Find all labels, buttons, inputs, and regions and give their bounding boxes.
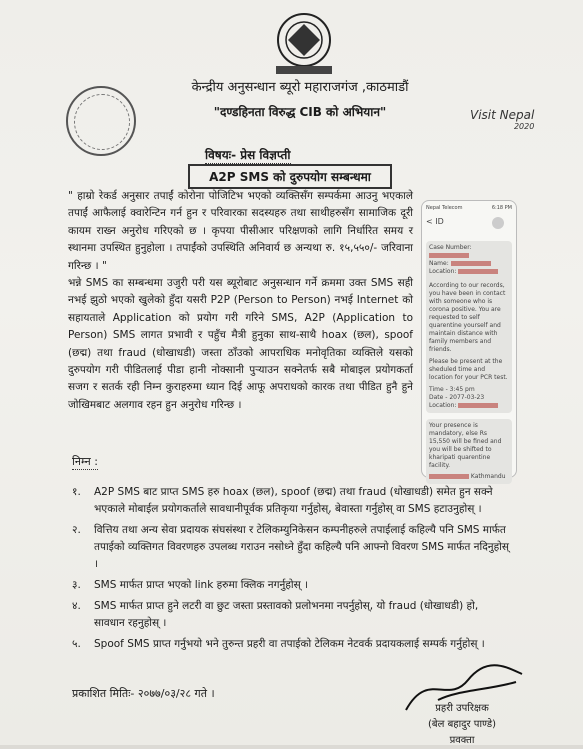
back-button: < ID (426, 217, 444, 226)
officer-role: प्रवक्ता (449, 735, 475, 746)
list-item: १. A2P SMS बाट प्राप्त SMS हरु hoax (छल), spoof (छद्म) तथा fraud (धोखाधडी) समेत हुन सक्ने भएकाले मोबाईल प्रयोगकर्ताले सावधानीपूर्वक प्रतिकृया गर्नुहोस्, बेवास्ता गर्नुहोस् वा SMS हटाउनुहोस् । (72, 486, 493, 515)
list-item: ५. Spoof SMS प्राप्त गर्नुभयो भने तुरुन्त प्रहरी वा तपाईको टेलिकम नेटवर्क प्रदायकलाई सम्पर्क गर्नुहोस् । (72, 638, 485, 650)
test-location: Location: (429, 402, 509, 410)
name-field: Name: (429, 260, 509, 268)
mandatory-note: Your presence is mandatory, else Rs 15,550 will be fined and you will be shifted to kharipati quarentine facility. (429, 422, 502, 469)
carrier-label: Nepal Telecom (426, 205, 463, 211)
officer-block (428, 701, 496, 749)
redaction (458, 403, 498, 408)
pcr-note: Please be present at the sheduled time and location for your PCR test. (429, 358, 508, 381)
visit-nepal-text: Visit Nepal (470, 108, 535, 122)
list-item: ३. SMS मार्फत प्राप्त भएको link हरुमा क्लिक नगर्नुहोस् । (72, 579, 309, 591)
office-name: केन्द्रीय अनुसन्धान ब्यूरो महाराजगंज ,काठमाडौं (191, 80, 409, 95)
officer-rank: प्रहरी उपरिक्षक (435, 703, 489, 714)
quoted-sms-paragraph: " हाम्रो रेकर्ड अनुसार तपाईं कोरोना पोजिटिभ भएको व्यक्तिसँग सम्पर्कमा आउनु भएकाले तपाईं आफैलाई क्वारेन्टिन गर्न हुन र परिवारका सदस्यहरु तथा साथीहरुसँग सामाजिक दूरी कायम राख्न अनुरोध गरिएको छ । कृपया पीसीआर परिक्षणको लागि निर्धारित समय र स्थानमा उपस्थित हुनुहोला । तपाईंको उपस्थिति अनिवार्य छ अन्यथा रु. १५,५५०/- जरिवाना गरिन्छ । " (68, 190, 413, 272)
campaign-slogan: "दण्डहिनता विरुद्ध CIB को अभियान" (213, 105, 387, 119)
visit-nepal-logo (470, 108, 534, 131)
officer-name: (बेल बहादुर पाण्डे) (428, 719, 497, 730)
sms-message: According to our records, you have been in contact with someone who is corona positive. You are requested to self quarentine yourself and maintain distance with family members and friends. (429, 282, 506, 353)
subject-line: विषयः- प्रेस विज्ञप्ती (205, 148, 291, 162)
document-title: A2P SMS को दुरुपयोग सम्बन्धमा (188, 164, 392, 189)
test-date: Date - 2077-03-23 (429, 394, 485, 401)
test-time: Time - 3:45 pm (429, 386, 475, 393)
redaction (429, 474, 469, 479)
list-heading: निम्न : (72, 455, 98, 468)
body-text (68, 188, 413, 414)
visit-nepal-year: 2020 (513, 122, 535, 131)
sms-screenshot (421, 200, 517, 478)
location-field: Location: (429, 268, 509, 276)
sms-bubble-2 (426, 419, 512, 484)
redaction (458, 269, 498, 274)
list-item: २. वित्तिय तथा अन्य सेवा प्रदायक संघसंस्था र टेलिकम्युनिकेसन कम्पनीहरुले तपाईलाई कहिल्यै पनि SMS मार्फत तपाईको व्यक्तिगत विवरणहरु उपलब्ध गराउन नसोध्ने हुँदा कहिल्यै पनि आफ्नो विवरण SMS मार्फत नदिनुहोस् । (72, 524, 509, 570)
explanation-paragraph: भन्ने SMS का सम्बन्धमा उजुरी परी यस ब्यूरोबाट अनुसन्धान गर्ने क्रममा उक्त SMS सही नभई झुठो भएको खुलेको हुँदा यसरी P2P (Person to Person) नभई Internet को सहायताले Application को प्रयोग गरी गरिने SMS, A2P (Application to Person) SMS लागत प्रभावी र पहुँच मैत्री हुनुका साथ-साथै hoax (छल), spoof (छद्म) तथा fraud (धोखाधडी) जस्ता ठाँउको आपराधिक मनोवृतिका व्यक्तिले यसको दुरुपयोग गरी पीडितलाई पीडा हानी नोक्सानी पुऱ्याउन सक्नेतर्फ सबै मोबाइल प्रयोगकर्ता सजग र सतर्क रही निम्न कुराहरुमा ध्यान दिई आफू अपराधको कारक तथा पीडित हुनै हुने जोखिमबाट अलगाव रहन हुन अनुरोध गरिन्छ । (68, 277, 413, 411)
sender-line: Kathmandu (429, 473, 509, 481)
phone-status-bar (422, 201, 516, 215)
sms-bubble (426, 241, 512, 413)
cib-seal-logo (258, 10, 350, 80)
redaction (451, 261, 491, 266)
case-number: Case Number: (429, 244, 509, 260)
redaction (429, 253, 469, 258)
nepal-police-emblem (66, 86, 136, 156)
advice-list (72, 484, 512, 657)
list-item: ४. SMS मार्फत प्राप्त हुने लटरी वा छुट जस्ता प्रस्तावको प्रलोभनमा नपर्नुहोस्, यो fraud (धोखाधडी) हो, सावधान रहनुहोस् । (72, 600, 479, 629)
published-date: प्रकाशित मितिः- २०७७/०३/२८ गते । (72, 687, 215, 700)
letter-header (150, 80, 450, 120)
sender-avatar (492, 217, 504, 229)
phone-time: 6:18 PM (491, 205, 512, 211)
